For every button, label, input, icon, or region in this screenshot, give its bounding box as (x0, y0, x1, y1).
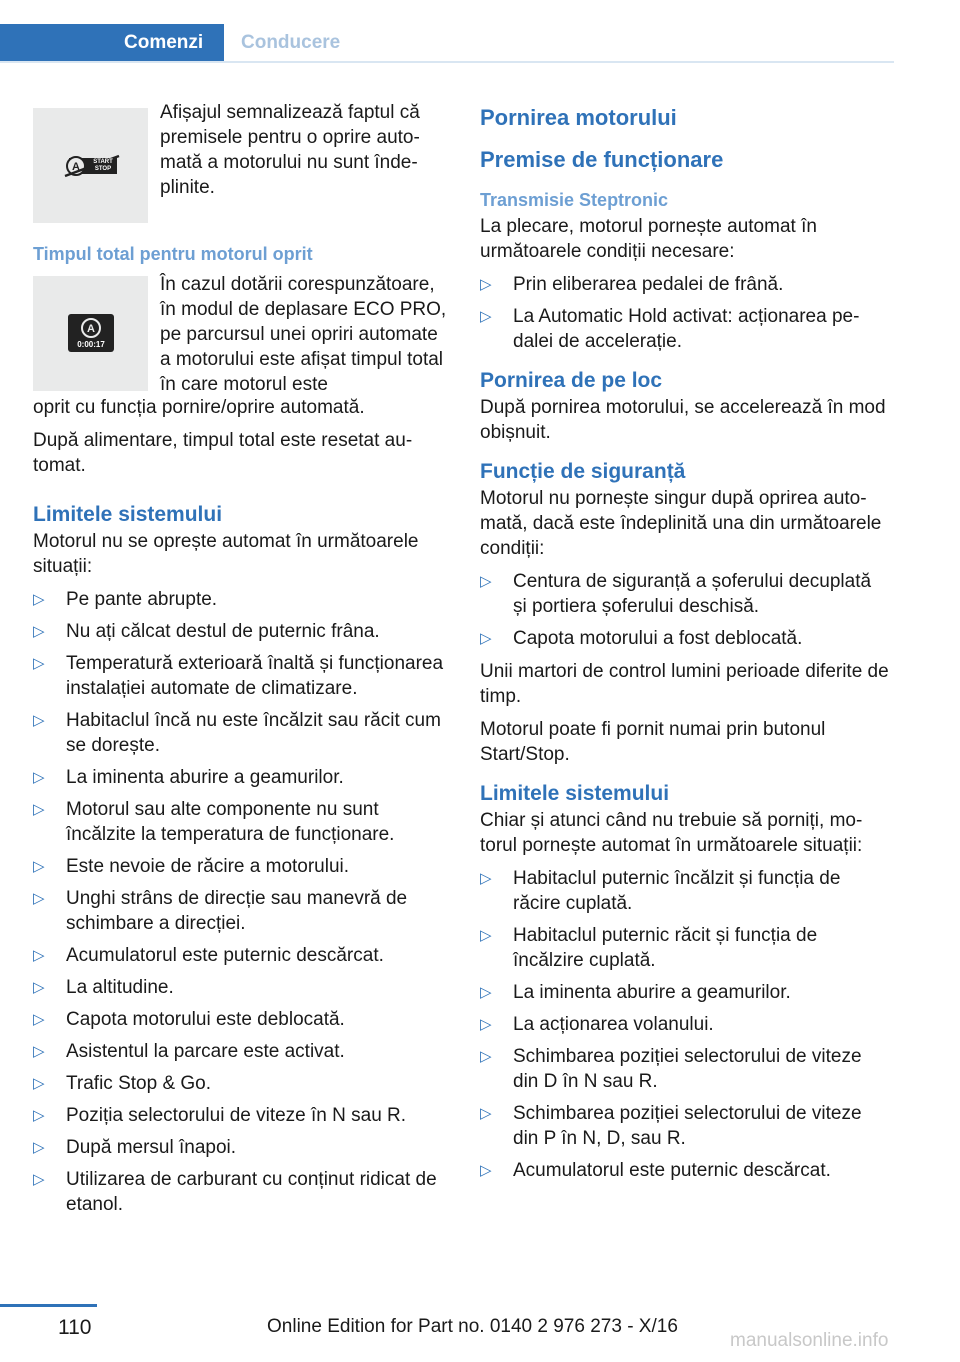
triangle-bullet-icon: ▷ (33, 858, 45, 875)
list-item: ▷ Acumulatorul este puternic descărcat. (33, 945, 384, 966)
list-item: ▷ Prin eliberarea pedalei de frână. (480, 274, 784, 295)
page-number: 110 (58, 1316, 92, 1339)
triangle-bullet-icon: ▷ (33, 712, 45, 729)
paragraph-pornire: După pornirea motorului, se accelerează în mod obișnuit. (480, 397, 886, 443)
triangle-bullet-icon: ▷ (33, 623, 45, 640)
heading-steptronic: Transmisie Steptronic (480, 190, 669, 210)
list-item: ▷ La iminenta aburire a geamurilor. (480, 982, 791, 1003)
right-column (480, 100, 890, 1191)
triangle-bullet-icon: ▷ (480, 573, 492, 590)
triangle-bullet-icon: ▷ (33, 1171, 45, 1188)
triangle-bullet-icon: ▷ (480, 927, 492, 944)
heading-start-engine: Pornirea motorului (480, 105, 677, 130)
header-tab-bar (0, 24, 894, 63)
left-column (33, 100, 448, 1225)
heading-limits-left: Limitele sistemului (33, 503, 223, 526)
heading-premise: Premise de funcționare (480, 147, 724, 172)
list-item: ▷ La altitudine. (33, 977, 174, 998)
triangle-bullet-icon: ▷ (480, 984, 492, 1001)
triangle-bullet-icon: ▷ (33, 769, 45, 786)
paragraph-martori: Unii martori de control lumini perioade diferite de timp. (480, 661, 889, 707)
svg-text:A: A (72, 161, 80, 173)
list-item: ▷ Acumulatorul este puternic descărcat. (480, 1160, 831, 1181)
watermark-text: manualsonline.info (730, 1330, 889, 1351)
triangle-bullet-icon: ▷ (33, 947, 45, 964)
triangle-bullet-icon: ▷ (33, 1011, 45, 1028)
paragraph-reset: După alimentare, timpul total este resetat automat. (33, 430, 413, 476)
list-siguranta (480, 569, 890, 651)
paragraph-siguranta: Motorul nu pornește singur după oprirea automată, dacă este îndeplinită una din următoarele condiții: (480, 488, 882, 559)
list-item: ▷ Centura de siguranță a șoferului decuplată și portiera șoferului deschisă. (480, 571, 872, 617)
icon1-description: Afișajul semnalizează faptul că premisele pentru o oprire automată a motorului nu sunt îndeplinite. (160, 102, 420, 198)
heading-total-time: Timpul total pentru motorul oprit (33, 244, 313, 264)
tab-conducere[interactable] (241, 24, 340, 61)
list-item: ▷ Poziția selectorului de viteze în N sau R. (33, 1105, 407, 1126)
list-limits-right (480, 866, 890, 1183)
list-item: ▷ La Automatic Hold activat: acționarea pedalei de accelerație. (480, 306, 860, 352)
tab-comenzi-label: Comenzi (124, 32, 204, 53)
paragraph-limits-left: Motorul nu se oprește automat în următoarele situații: (33, 531, 419, 577)
paragraph-limits-right: Chiar și atunci când nu trebuie să porniți, motorul pornește automat în următoarele situații: (480, 810, 863, 856)
list-item: ▷ Unghi strâns de direcție sau manevră de schimbare a direcției. (33, 888, 408, 934)
heading-siguranta: Funcție de siguranță (480, 460, 686, 483)
list-item: ▷ Temperatură exterioară înaltă și funcționarea instalației automate de climatizare. (33, 653, 444, 699)
triangle-bullet-icon: ▷ (33, 591, 45, 608)
list-item: ▷ La acționarea volanului. (480, 1014, 714, 1035)
triangle-bullet-icon: ▷ (480, 1162, 492, 1179)
list-item: ▷ Este nevoie de răcire a motorului. (33, 856, 350, 877)
start-stop-icon-label: START STOP (93, 159, 113, 172)
list-item: ▷ Asistentul la parcare este activat. (33, 1041, 345, 1062)
paragraph-buton: Motorul poate fi pornit numai prin butonul Start/Stop. (480, 719, 826, 765)
list-item: ▷ Trafic Stop & Go. (33, 1073, 212, 1094)
triangle-bullet-icon: ▷ (33, 979, 45, 996)
list-limits-left (33, 587, 448, 1217)
tab-comenzi[interactable] (0, 24, 224, 61)
triangle-bullet-icon: ▷ (33, 1043, 45, 1060)
list-item: ▷ Habitaclul puternic încălzit și funcția de răcire cuplată. (480, 868, 841, 914)
list-item: ▷ Capota motorului este deblocată. (33, 1009, 345, 1030)
footer-accent-line (0, 1304, 97, 1307)
triangle-bullet-icon: ▷ (480, 1016, 492, 1033)
icon2-description: În cazul dotării corespunzătoare, în modul de deplasare ECO PRO, pe parcursul unei opriri automate a motorului este afișat timpul total în care motorul este (160, 274, 447, 395)
triangle-bullet-icon: ▷ (33, 1107, 45, 1124)
triangle-bullet-icon: ▷ (33, 1075, 45, 1092)
list-item: ▷ După mersul înapoi. (33, 1137, 237, 1158)
triangle-bullet-icon: ▷ (480, 276, 492, 293)
timer-display-icon (33, 276, 148, 391)
heading-limits-right: Limitele sistemului (480, 782, 670, 805)
paragraph-steptronic: La plecare, motorul pornește automat în următoarele condiții necesare: (480, 216, 817, 262)
edition-text: Online Edition for Part no. 0140 2 976 273 - X/16 (267, 1316, 678, 1337)
tab-conducere-label: Conducere (241, 32, 341, 53)
triangle-bullet-icon: ▷ (33, 890, 45, 907)
triangle-bullet-icon: ▷ (33, 1139, 45, 1156)
timer-display-value: 0:00:17 (77, 340, 105, 349)
list-item: ▷ Utilizarea de carburant cu conținut ridicat de etanol. (33, 1169, 437, 1215)
triangle-bullet-icon: ▷ (480, 1048, 492, 1065)
list-steptronic (480, 272, 890, 354)
list-item: ▷ Motorul sau alte componente nu sunt încălzite la temperatura de funcționare. (33, 799, 395, 845)
heading-pornire: Pornirea de pe loc (480, 369, 663, 392)
list-item: ▷ Nu ați călcat destul de puternic frâna. (33, 621, 380, 642)
icon2-continuation: oprit cu funcția pornire/oprire automată. (33, 397, 365, 418)
list-item: ▷ Capota motorului a fost deblocată. (480, 628, 803, 649)
triangle-bullet-icon: ▷ (33, 655, 45, 672)
list-item: ▷ Schimbarea poziției selectorului de viteze din P în N, D, sau R. (480, 1103, 862, 1149)
svg-text:A: A (87, 323, 95, 335)
triangle-bullet-icon: ▷ (480, 630, 492, 647)
list-item: ▷ Schimbarea poziției selectorului de viteze din D în N sau R. (480, 1046, 862, 1092)
start-stop-crossed-icon (33, 108, 148, 223)
triangle-bullet-icon: ▷ (480, 308, 492, 325)
list-item: ▷ La iminenta aburire a geamurilor. (33, 767, 344, 788)
list-item: ▷ Pe pante abrupte. (33, 589, 218, 610)
triangle-bullet-icon: ▷ (480, 870, 492, 887)
icon-block-timer (33, 272, 448, 397)
list-item: ▷ Habitaclul încă nu este încălzit sau răcit cum se dorește. (33, 710, 441, 756)
triangle-bullet-icon: ▷ (33, 801, 45, 818)
icon-block-start-stop (33, 100, 448, 216)
list-item: ▷ Habitaclul puternic răcit și funcția de încălzire cuplată. (480, 925, 818, 971)
triangle-bullet-icon: ▷ (480, 1105, 492, 1122)
